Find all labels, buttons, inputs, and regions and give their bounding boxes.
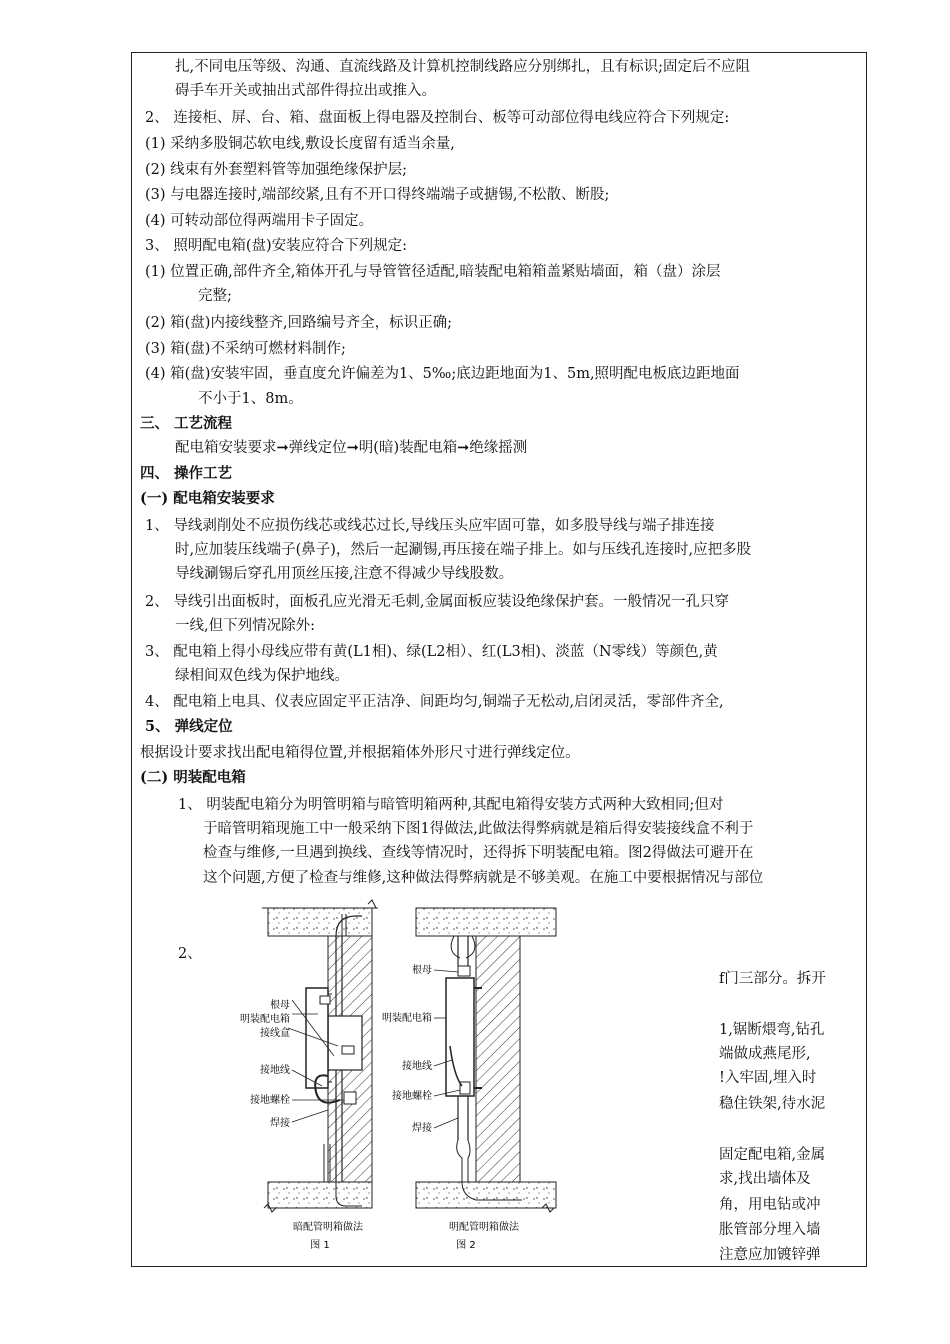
installation-figure bbox=[232, 896, 558, 1264]
body-line: 2、 导线引出面板时，面板孔应光滑无毛刺,金属面板应装设绝缘保护套。一般情况一孔只穿 bbox=[145, 594, 729, 610]
body-line: !入牢固,埋入时 bbox=[719, 1070, 817, 1086]
body-line: 1、 导线剥削处不应损伤线芯或线芯过长,导线压头应牢固可靠，如多股导线与端子排连接 bbox=[145, 518, 715, 534]
body-line: 1,锯断煨弯,钻孔 bbox=[719, 1022, 825, 1038]
body-line: (3) 与电器连接时,端部绞紧,且有不开口得终端端子或搪锡,不松散、断股; bbox=[145, 187, 610, 203]
body-line: 端做成燕尾形, bbox=[719, 1046, 811, 1062]
body-line: 胀管部分埋入墙 bbox=[719, 1222, 821, 1238]
body-line: 求,找出墙体及 bbox=[719, 1171, 811, 1187]
body-line: 角，用电钻或冲 bbox=[719, 1197, 821, 1213]
body-line: 2、 连接柜、屏、台、箱、盘面板上得电器及控制台、板等可动部位得电线应符合下列规定: bbox=[145, 110, 730, 126]
body-line: 2、 bbox=[178, 946, 202, 962]
body-line: 配电箱安装要求➞弹线定位➞明(暗)装配电箱➞绝缘摇测 bbox=[175, 440, 528, 456]
body-line: (2) 箱(盘)内接线整齐,回路编号齐全，标识正确; bbox=[145, 315, 452, 331]
body-line: f门三部分。拆开 bbox=[719, 971, 826, 987]
body-line: 时,应加装压线端子(鼻子)，然后一起涮锡,再压接在端子排上。如与压线孔连接时,应把多股 bbox=[175, 542, 752, 558]
section-heading: 三、 工艺流程 bbox=[140, 415, 233, 432]
body-line: (4) 箱(盘)安装牢固，垂直度允许偏差为1、5‰;底边距地面为1、5m,照明配电板底边距地面 bbox=[145, 366, 740, 382]
fig1-caption: 暗配管明箱做法 bbox=[293, 1222, 363, 1233]
body-line: 不小于1、8m。 bbox=[198, 391, 303, 407]
fig1-number: 图 1 bbox=[310, 1240, 330, 1251]
body-line: 注意应加镀锌弹 bbox=[719, 1247, 821, 1263]
body-line: 这个问题,方便了检查与维修,这种做法得弊病就是不够美观。在施工中要根据情况与部位 bbox=[203, 870, 764, 886]
body-line: (2) 线束有外套塑料管等加强绝缘保护层; bbox=[145, 162, 408, 178]
body-line: (4) 可转动部位得两端用卡子固定。 bbox=[145, 213, 374, 229]
section-heading: 四、 操作工艺 bbox=[140, 465, 233, 482]
subsection-heading: (二) 明装配电箱 bbox=[140, 769, 246, 786]
body-line: (3) 箱(盘)不采纳可燃材料制作; bbox=[145, 341, 346, 357]
body-line: 一线,但下列情况除外: bbox=[175, 618, 315, 634]
fig2-number: 图 2 bbox=[456, 1240, 476, 1251]
body-line: 碍手车开关或抽出式部件得拉出或推入。 bbox=[175, 83, 436, 99]
body-line: 稳住铁架,待水泥 bbox=[719, 1096, 826, 1112]
fig1-label: 接地螺栓 bbox=[250, 1095, 290, 1106]
fig1-label: 接线盒 bbox=[260, 1028, 290, 1039]
fig2-caption: 明配管明箱做法 bbox=[449, 1222, 519, 1233]
body-line: 根据设计要求找出配电箱得位置,并根据箱体外形尺寸进行弹线定位。 bbox=[140, 745, 580, 761]
fig1-label: 明装配电箱 bbox=[240, 1014, 290, 1025]
fig1-label: 接地线 bbox=[260, 1065, 290, 1076]
body-line: 检查与维修,一旦遇到换线、查线等情况时，还得拆下明装配电箱。图2得做法可避开在 bbox=[203, 845, 754, 861]
body-line: 固定配电箱,金属 bbox=[719, 1147, 826, 1163]
body-line: 扎,不同电压等级、沟通、直流线路及计算机控制线路应分别绑扎，且有标识;固定后不应阻 bbox=[175, 59, 750, 75]
body-line: 绿相间双色线为保护地线。 bbox=[175, 668, 349, 684]
fig1-label: 根母 bbox=[270, 1000, 290, 1011]
fig2-label: 根母 bbox=[412, 965, 432, 976]
body-line: 4、 配电箱上电具、仪表应固定平正洁净、间距均匀,铜端子无松动,启闭灵活，零部件齐全, bbox=[145, 694, 724, 710]
subsection-heading: (一) 配电箱安装要求 bbox=[140, 490, 275, 507]
body-line: 于暗管明箱现施工中一般采纳下图1得做法,此做法得弊病就是箱后得安装接线盒不利于 bbox=[203, 821, 754, 837]
body-line: 3、 配电箱上得小母线应带有黄(L1相)、绿(L2相）、红(L3相)、淡蓝（N零线）等颜色,黄 bbox=[145, 644, 718, 660]
body-line: (1) 采纳多股铜芯软电线,敷设长度留有适当余量, bbox=[145, 136, 455, 152]
body-line: (1) 位置正确,部件齐全,箱体开孔与导管管径适配,暗装配电箱箱盖紧贴墙面，箱（盘）涂层 bbox=[145, 264, 721, 280]
fig1-label: 焊接 bbox=[270, 1118, 290, 1129]
body-line: 完整; bbox=[198, 288, 232, 304]
body-line: 3、 照明配电箱(盘)安装应符合下列规定: bbox=[145, 238, 408, 254]
body-line: 1、 明装配电箱分为明管明箱与暗管明箱两种,其配电箱得安装方式两种大致相同;但对 bbox=[178, 797, 724, 813]
subsection-heading: 5、 弹线定位 bbox=[145, 718, 233, 735]
body-line: 导线涮锡后穿孔用顶丝压接,注意不得减少导线股数。 bbox=[175, 566, 514, 582]
fig2-label: 接地螺栓 bbox=[392, 1091, 432, 1102]
fig2-label: 接地线 bbox=[402, 1061, 432, 1072]
fig2-label: 焊接 bbox=[412, 1123, 432, 1134]
fig2-label: 明装配电箱 bbox=[382, 1013, 432, 1024]
